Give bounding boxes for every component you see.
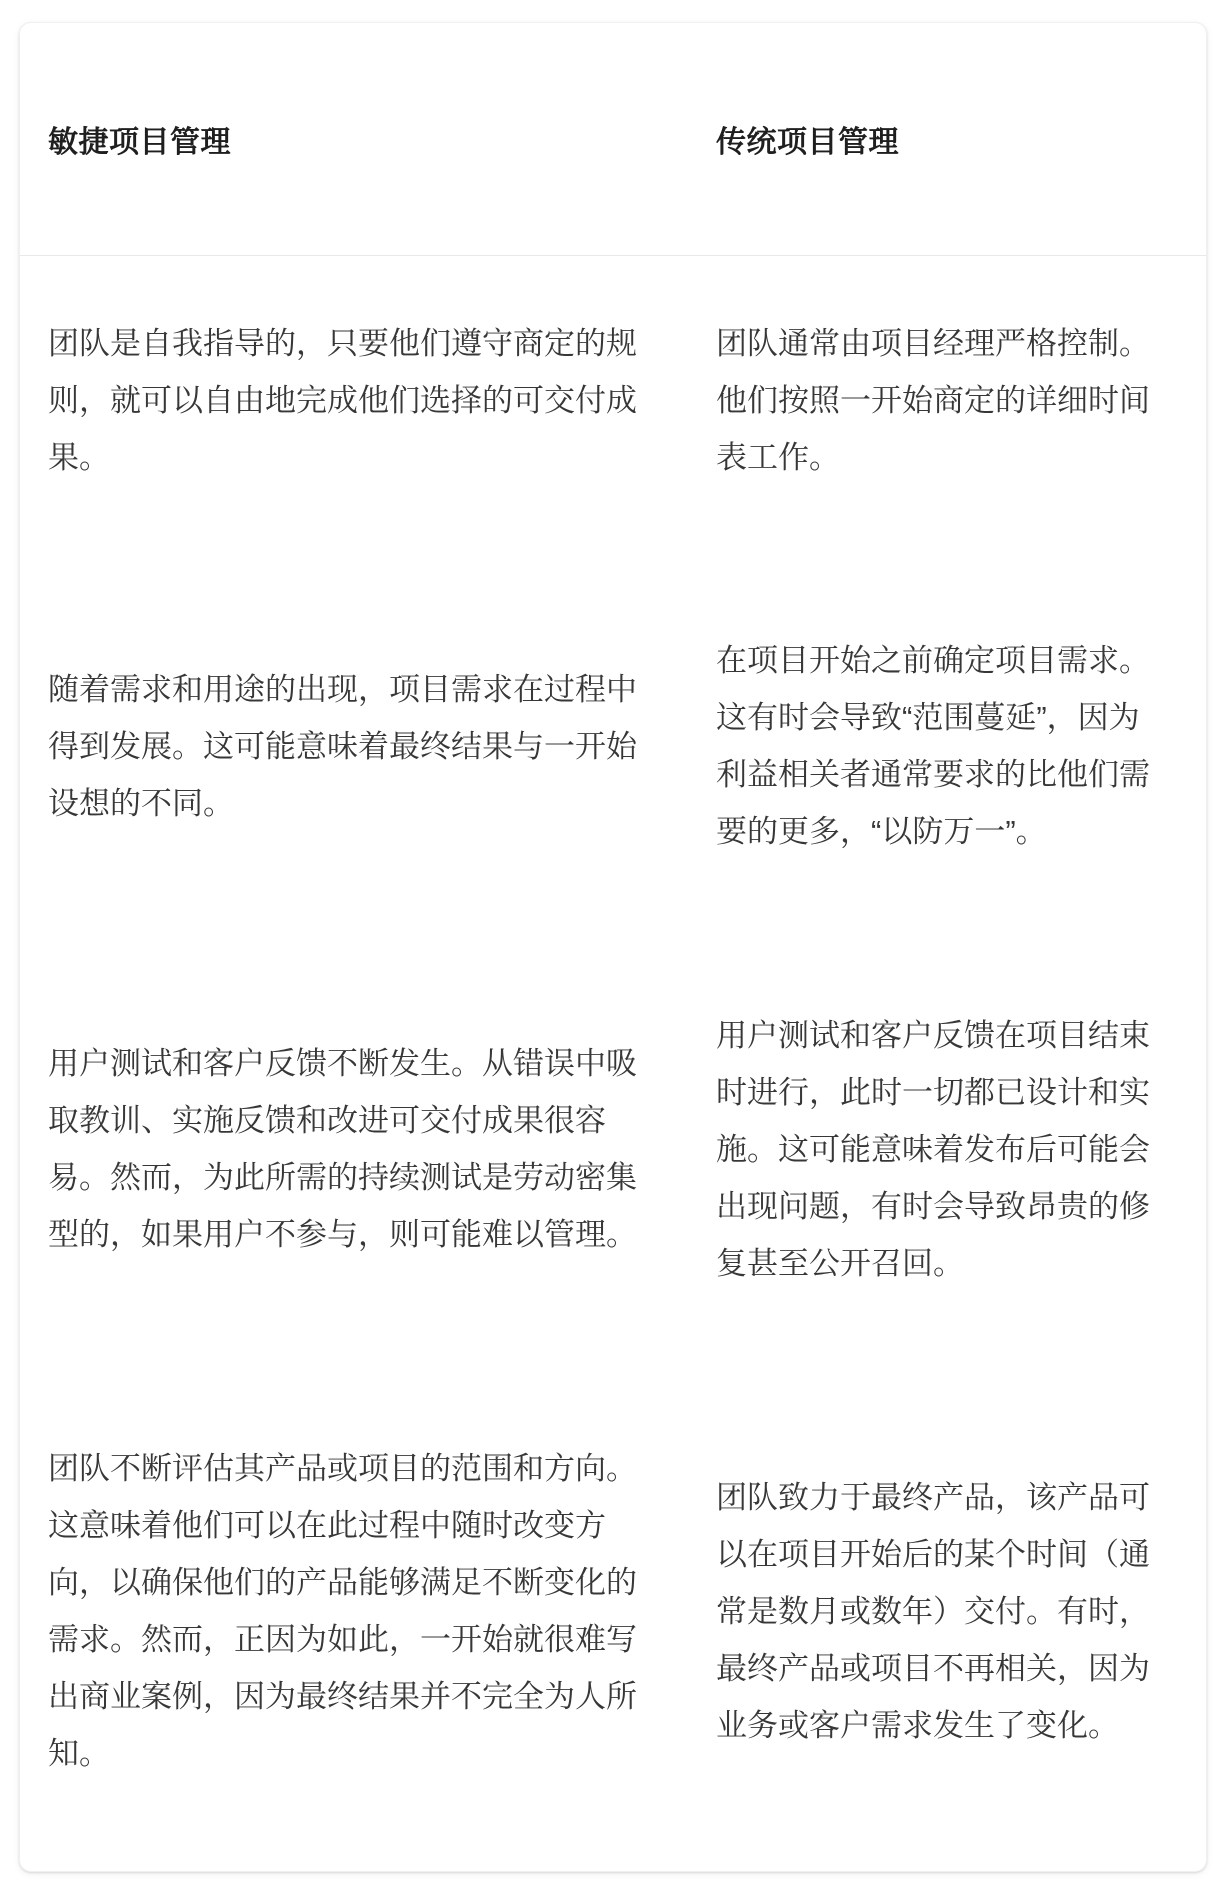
traditional-row-text: 在项目开始之前确定项目需求。这有时会导致“范围蔓延”，因为利益相关者通常要求的比他们需要的更多，“以防万一”。	[716, 643, 1150, 849]
cell-traditional	[688, 1351, 1206, 1871]
agile-column-header: 敏捷项目管理	[48, 125, 231, 159]
table-header-row	[20, 23, 1206, 255]
traditional-row-text: 用户测试和客户反馈在项目结束时进行，此时一切都已设计和实施。这可能意味着发布后可能会出现问题，有时会导致昂贵的修复甚至公开召回。	[716, 1017, 1150, 1281]
table-row	[20, 545, 1206, 947]
cell-traditional	[688, 545, 1206, 947]
agile-row-text: 团队是自我指导的，只要他们遵守商定的规则，就可以自由地完成他们选择的可交付成果。	[48, 325, 637, 475]
cell-traditional	[688, 947, 1206, 1351]
table-row	[20, 947, 1206, 1351]
traditional-row-text: 团队通常由项目经理严格控制。他们按照一开始商定的详细时间表工作。	[716, 325, 1150, 475]
header-cell-traditional	[688, 23, 1206, 255]
cell-agile	[20, 545, 688, 947]
comparison-table	[20, 23, 1206, 1871]
comparison-card	[19, 22, 1207, 1872]
traditional-row-text: 团队致力于最终产品，该产品可以在项目开始后的某个时间（通常是数月或数年）交付。有时，最终产品或项目不再相关，因为业务或客户需求发生了变化。	[716, 1479, 1150, 1743]
cell-agile	[20, 1351, 688, 1871]
agile-row-text: 团队不断评估其产品或项目的范围和方向。这意味着他们可以在此过程中随时改变方向，以确保他们的产品能够满足不断变化的需求。然而，正因为如此，一开始就很难写出商业案例，因为最终结果并不完全为人所知。	[48, 1451, 637, 1771]
cell-agile	[20, 255, 688, 545]
header-cell-agile	[20, 23, 688, 255]
agile-row-text: 随着需求和用途的出现，项目需求在过程中得到发展。这可能意味着最终结果与一开始设想的不同。	[48, 671, 637, 821]
agile-row-text: 用户测试和客户反馈不断发生。从错误中吸取教训、实施反馈和改进可交付成果很容易。然而，为此所需的持续测试是劳动密集型的，如果用户不参与，则可能难以管理。	[48, 1046, 637, 1252]
table-row	[20, 1351, 1206, 1871]
table-row	[20, 255, 1206, 545]
cell-traditional	[688, 255, 1206, 545]
cell-agile	[20, 947, 688, 1351]
traditional-column-header: 传统项目管理	[716, 125, 899, 159]
